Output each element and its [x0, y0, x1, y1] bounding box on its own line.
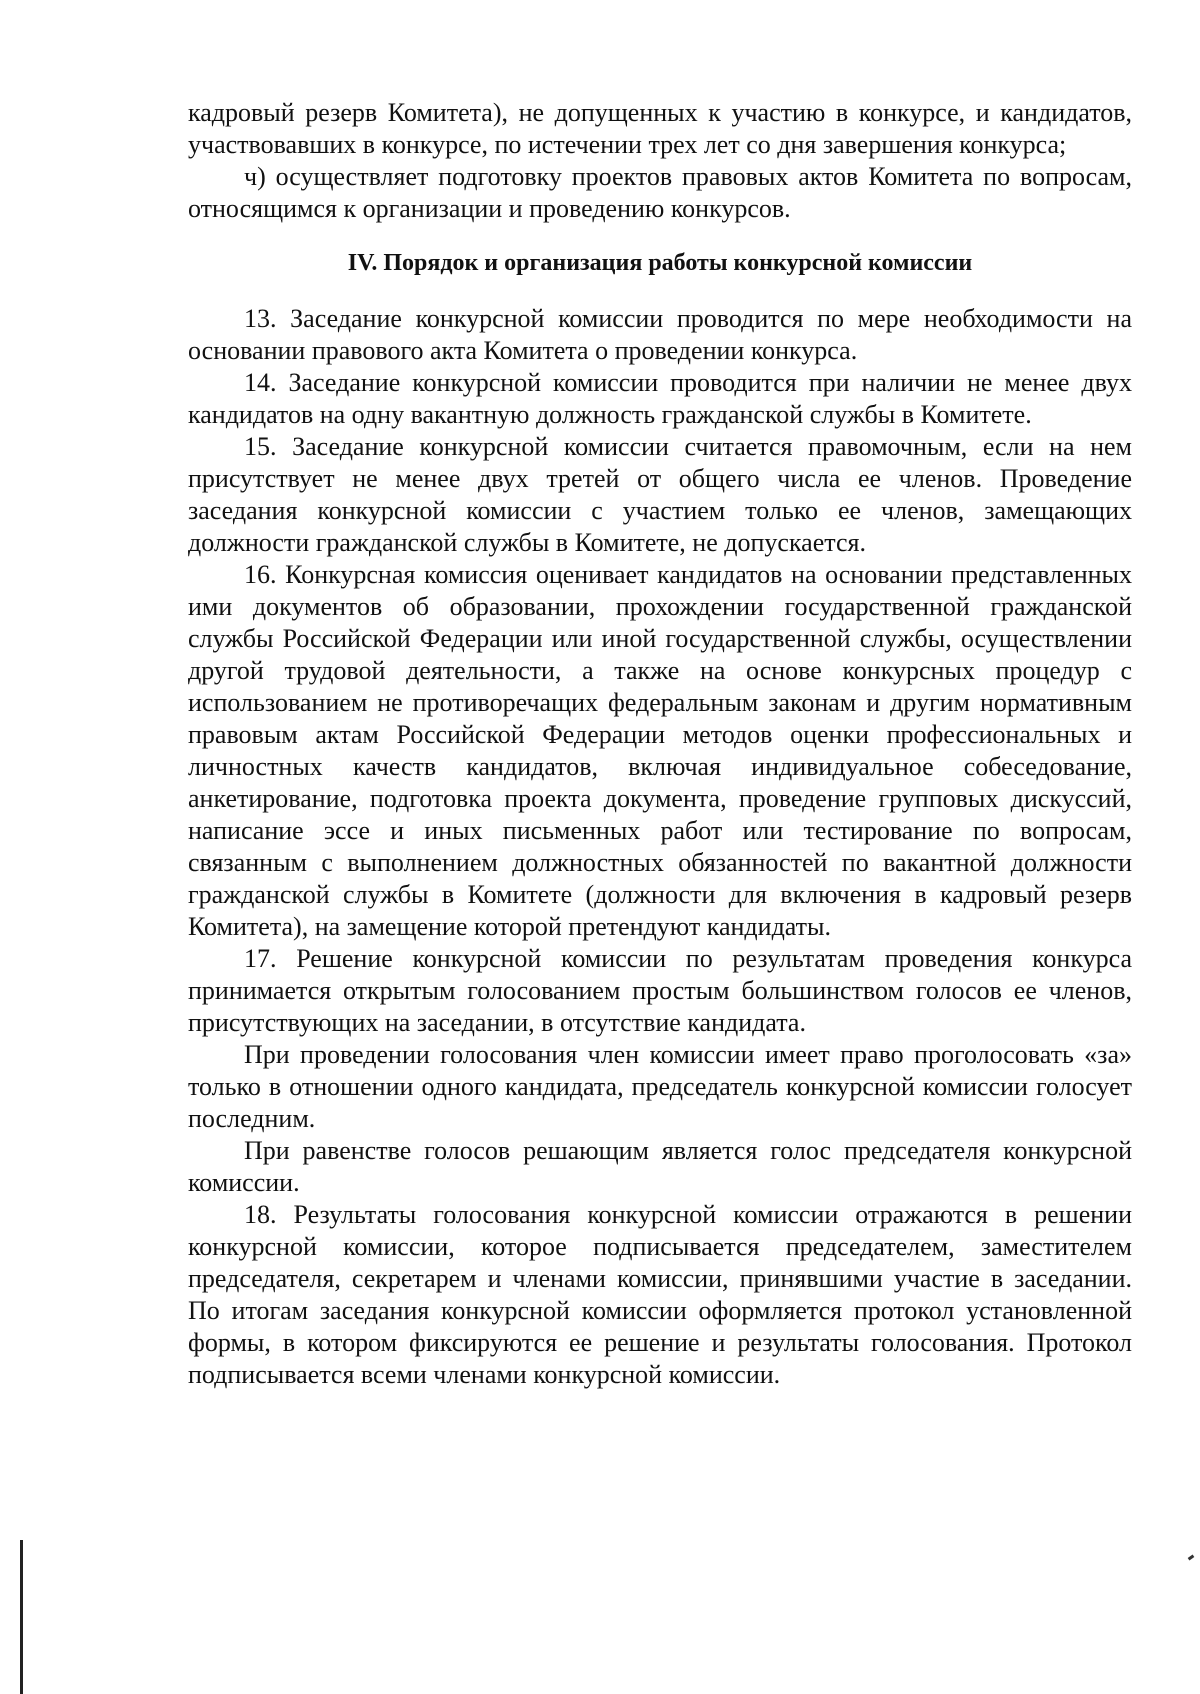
document-body [188, 97, 1132, 1391]
paragraph-16: 16. Конкурсная комиссия оценивает кандидатов на основании представленных ими документов об образовании, прохождении государственной гражданской службы Российской Федерации или иной государственной службы, осуществлении другой трудовой деятельности, а также на основе конкурсных процедур с использованием не противоречащих федеральным законам и другим нормативным правовым актам Российской Федерации методов оценки профессиональных и личностных качеств кандидатов, включая индивидуальное собеседование, анкетирование, подготовка проекта документа, проведение групповых дискуссий, написание эссе и иных письменных работ или тестирование по вопросам, связанным с выполнением должностных обязанностей по вакантной должности гражданской службы в Комитете (должности для включения в кадровый резерв Комитета), на замещение которой претендуют кандидаты. [188, 560, 1132, 941]
paragraph-continuation: кадровый резерв Комитета), не допущенных к участию в конкурсе, и кандидатов, участвовавших в конкурсе, по истечении трех лет со дня завершения конкурса; [188, 98, 1132, 159]
scan-artifact-mark [1188, 1555, 1195, 1561]
paragraph-13: 13. Заседание конкурсной комиссии проводится по мере необходимости на основании правового акта Комитета о проведении конкурса. [188, 304, 1132, 365]
paragraph-15: 15. Заседание конкурсной комиссии считается правомочным, если на нем присутствует не менее двух третей от общего числа ее членов. Проведение заседания конкурсной комиссии с участием только ее членов, замещающих должности гражданской службы в Комитете, не допускается. [188, 432, 1132, 557]
paragraph-17: 17. Решение конкурсной комиссии по результатам проведения конкурса принимается открытым голосованием простым большинством голосов ее членов, присутствующих на заседании, в отсутствие кандидата. [188, 944, 1132, 1037]
paragraph-item-ch: ч) осуществляет подготовку проектов правовых актов Комитета по вопросам, относящимся к организации и проведению конкурсов. [188, 162, 1132, 223]
paragraph-14: 14. Заседание конкурсной комиссии проводится при наличии не менее двух кандидатов на одну вакантную должность гражданской службы в Комитете. [188, 368, 1132, 429]
paragraph-17-tie: При равенстве голосов решающим является голос председателя конкурсной комиссии. [188, 1136, 1132, 1197]
section-heading: IV. Порядок и организация работы конкурсной комиссии [347, 250, 973, 276]
paragraph-18: 18. Результаты голосования конкурсной комиссии отражаются в решении конкурсной комиссии, которое подписывается председателем, заместителем председателя, секретарем и членами комиссии, принявшими участие в заседании. По итогам заседания конкурсной комиссии оформляется протокол установленной формы, в котором фиксируются ее решение и результаты голосования. Протокол подписывается всеми членами конкурсной комиссии. [188, 1200, 1132, 1389]
scan-edge-mark [20, 1540, 23, 1694]
paragraph-17-voting: При проведении голосования член комиссии имеет право проголосовать «за» только в отношении одного кандидата, председатель конкурсной комиссии голосует последним. [188, 1040, 1132, 1133]
